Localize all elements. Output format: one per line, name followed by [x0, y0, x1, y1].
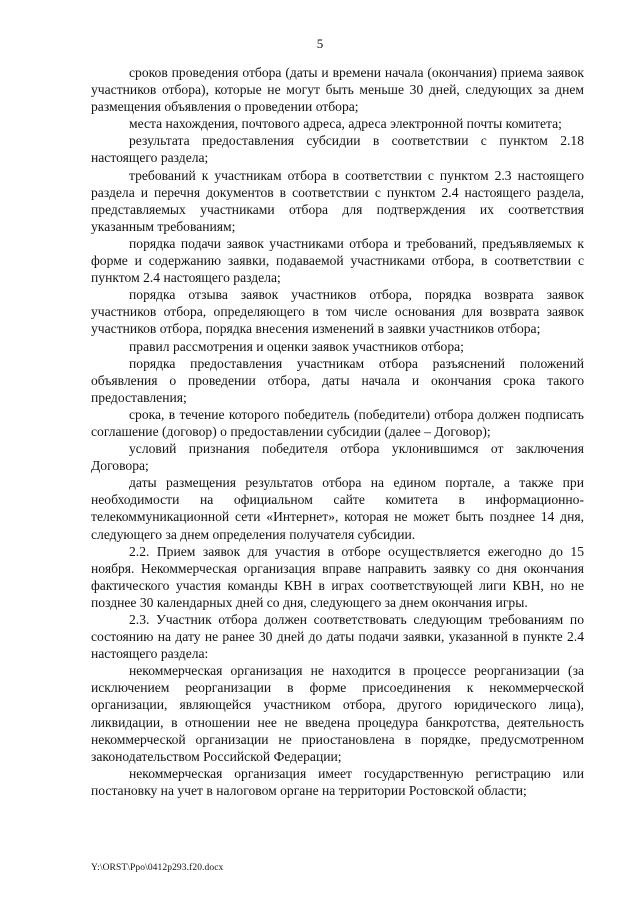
paragraph-result: результата предоставления субсидии в соответствии с пунктом 2.18 настоящего раздела; — [91, 133, 584, 166]
paragraph-signing-term: срока, в течение которого победитель (победители) отбора должен подписать соглашение (договор) о предоставлении субсидии (далее – Договор); — [91, 406, 584, 439]
paragraph-requirements: требований к участникам отбора в соответствии с пунктом 2.3 настоящего раздела и перечня документов в соответствии с пунктом 2.4 настоящего раздела, представляемых участниками отбора для подтверждения их соответствия указанным требованиям; — [91, 167, 584, 234]
paragraph-2-3: 2.3. Участник отбора должен соответствовать следующим требованиям по состоянию на дату не ранее 30 дней до даты подачи заявки, указанной в пункте 2.4 настоящего раздела: — [91, 612, 584, 662]
paragraph-clarifications: порядка предоставления участникам отбора разъяснений положений объявления о проведении отбора, даты начала и окончания срока такого предоставления; — [91, 355, 584, 405]
page-number: 5 — [316, 36, 324, 51]
paragraph-no-reorganization: некоммерческая организация не находится в процессе реорганизации (за исключением реорганизации в форме присоединения к некоммерческой организации, являющейся участником отбора, другого юридического лица), ликвидации, в отношении нее не введена процедура банкротства, деятельность некоммерческой организации не приостановлена в порядке, предусмотренном законодательством Российской Федерации; — [91, 663, 584, 764]
paragraph-withdrawal-order: порядка отзыва заявок участников отбора, порядка возврата заявок участников отбора, определяющего в том числе основания для возврата заявок участников отбора, порядка внесения изменений в заявки участников отбора; — [91, 287, 584, 337]
paragraph-location: места нахождения, почтового адреса, адреса электронной почты комитета; — [129, 116, 562, 132]
paragraph-registration: некоммерческая организация имеет государственную регистрацию или постановку на учет в налоговом органе на территории Ростовской области; — [91, 765, 584, 798]
paragraph-evasion-conditions: условий признания победителя отбора уклонившимся от заключения Договора; — [91, 441, 584, 474]
paragraph-results-publication: даты размещения результатов отбора на едином портале, а также при необходимости на официальном сайте комитета в информационно-телекоммуникационной сети «Интернет», которая не может быть позднее 14 дня, следующего за днем определения получателя субсидии. — [91, 475, 584, 542]
paragraph-2-2: 2.2. Прием заявок для участия в отборе осуществляется ежегодно до 15 ноября. Некоммерческая организация вправе направить заявку со дня окончания фактического участия команды КВН в играх соответствующей лиги КВН, но не позднее 30 календарных дней со дня, следующего за днем окончания игры. — [91, 543, 584, 610]
document-body — [91, 64, 584, 799]
document-file-path: Y:\ORST\Ppo\0412p293.f20.docx — [91, 863, 224, 873]
paragraph-submission-order: порядка подачи заявок участниками отбора и требований, предъявляемых к форме и содержанию заявки, подаваемой участниками отбора, в соответствии с пунктом 2.4 настоящего раздела; — [91, 235, 584, 286]
paragraph-deadlines: сроков проведения отбора (даты и времени начала (окончания) приема заявок участников отбора), которые не могут быть меньше 30 дней, следующих за днем размещения объявления о проведении отбора; — [91, 65, 584, 115]
paragraph-evaluation-rules: правил рассмотрения и оценки заявок участников отбора; — [129, 338, 464, 354]
